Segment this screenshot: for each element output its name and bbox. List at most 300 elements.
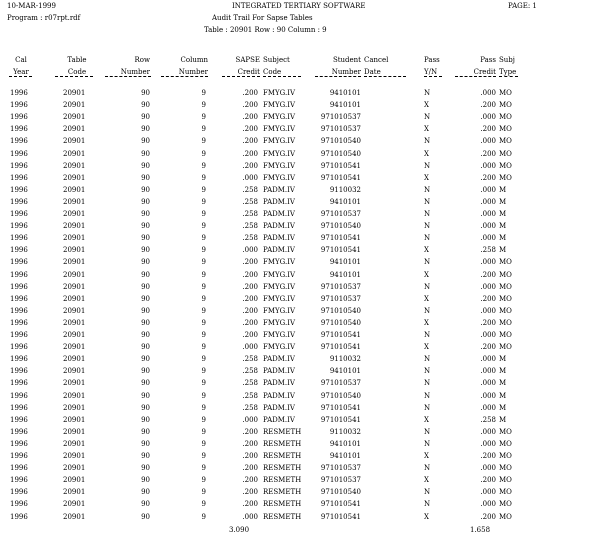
cell-row-number: 90 [141,294,150,303]
header-underline [222,76,260,77]
cell-sapse-credit: .200 [242,258,258,267]
col-subj-type-l1: Subj [499,56,515,64]
cell-subject-code: PADM.IV [263,367,295,376]
cell-cal-year: 1996 [10,210,28,218]
cell-pass-credit: .000 [480,161,496,170]
col-sapse-credit-l1: SAPSE [235,56,260,64]
cell-sapse-credit: .200 [242,149,258,158]
cell-column-number: 9 [201,403,206,412]
cell-cal-year: 1996 [10,306,28,315]
cell-cal-year: 1996 [10,89,28,97]
cell-table-code: 20901 [63,476,86,485]
cell-column-number: 9 [201,101,206,110]
cell-pass-yn: N [424,113,431,122]
cell-student-number: 971010537 [320,113,361,122]
cell-subject-code: PADM.IV [263,246,295,255]
cell-column-number: 9 [201,89,206,97]
cell-cal-year: 1996 [10,113,28,122]
cell-subject-code: FMYG.IV [263,294,296,303]
cell-sapse-credit: .200 [242,331,258,339]
cell-column-number: 9 [201,113,206,122]
table-row [0,185,600,197]
cell-sapse-credit: .200 [242,294,258,303]
table-row [0,270,600,282]
cell-subj-type: MO [499,343,512,352]
cell-table-code: 20901 [63,391,86,400]
cell-table-code: 20901 [63,137,86,146]
cell-subj-type: MO [499,113,512,122]
table-row [0,100,600,112]
header-underline [161,76,208,77]
cell-pass-yn: X [424,173,429,182]
cell-student-number: 971010540 [320,318,361,327]
cell-student-number: 971010541 [320,173,361,182]
cell-sapse-credit: .200 [242,161,258,170]
cell-student-number: 971010541 [320,403,361,412]
cell-subj-type: MO [499,294,512,303]
table-row [0,161,600,173]
cell-pass-credit: .200 [480,476,496,485]
cell-table-code: 20901 [63,452,86,460]
col-pass-yn-l2: Y/N [424,68,438,76]
cell-subject-code: PADM.IV [263,197,295,206]
cell-cal-year: 1996 [10,488,28,497]
cell-cal-year: 1996 [10,149,28,158]
cell-pass-yn: X [424,149,429,158]
cell-student-number: 9410101 [329,197,361,206]
cell-column-number: 9 [201,415,206,424]
cell-row-number: 90 [141,101,150,110]
cell-subj-type: MO [499,258,512,267]
cell-subject-code: RESMETH [263,476,302,485]
cell-column-number: 9 [201,270,206,279]
cell-row-number: 90 [141,149,150,158]
cell-column-number: 9 [201,161,206,170]
cell-cal-year: 1996 [10,197,28,206]
cell-subj-type: M [499,367,507,376]
cell-student-number: 971010540 [320,306,361,315]
cell-subj-type: M [499,222,507,231]
cell-subject-code: RESMETH [263,512,302,521]
cell-table-code: 20901 [63,185,86,194]
cell-row-number: 90 [141,89,150,97]
cell-subj-type: MO [499,89,512,97]
cell-cal-year: 1996 [10,403,28,412]
header-underline [263,76,301,77]
cell-table-code: 20901 [63,149,86,158]
cell-sapse-credit: .258 [242,234,258,243]
cell-pass-yn: N [424,427,431,436]
cell-pass-credit: .000 [480,500,496,509]
cell-student-number: 971010541 [320,415,361,424]
cell-subj-type: MO [499,149,512,158]
cell-cal-year: 1996 [10,101,28,110]
cell-subject-code: RESMETH [263,452,302,460]
cell-table-code: 20901 [63,197,86,206]
cell-row-number: 90 [141,452,150,460]
table-row [0,427,600,439]
cell-sapse-credit: .200 [242,488,258,497]
cell-student-number: 971010540 [320,149,361,158]
col-column-number-l1: Column [180,56,208,64]
cell-sapse-credit: .000 [242,512,258,521]
cell-subj-type: MO [499,331,512,339]
cell-subject-code: RESMETH [263,427,302,436]
cell-subject-code: FMYG.IV [263,331,296,339]
cell-table-code: 20901 [63,500,86,509]
cell-subj-type: MO [499,439,512,448]
cell-student-number: 971010540 [320,391,361,400]
cell-subject-code: PADM.IV [263,391,295,400]
cell-table-code: 20901 [63,161,86,170]
cell-subj-type: M [499,355,507,364]
cell-subj-type: M [499,379,507,388]
cell-student-number: 971010537 [320,476,361,485]
cell-student-number: 9410101 [329,89,361,97]
header-underline [315,76,361,77]
cell-row-number: 90 [141,367,150,376]
cell-row-number: 90 [141,197,150,206]
cell-table-code: 20901 [63,294,86,303]
cell-column-number: 9 [201,343,206,352]
cell-student-number: 971010537 [320,282,361,291]
cell-pass-yn: N [424,161,431,170]
cell-pass-yn: X [424,101,429,110]
cell-student-number: 971010537 [320,210,361,218]
col-cancel-date-l2: Date [364,68,381,76]
cell-pass-yn: X [424,343,429,352]
cell-table-code: 20901 [63,210,86,218]
cell-column-number: 9 [201,234,206,243]
cell-subj-type: MO [499,500,512,509]
cell-pass-yn: N [424,439,431,448]
cell-cal-year: 1996 [10,185,28,194]
table-row [0,499,600,511]
cell-student-number: 971010541 [320,500,361,509]
cell-table-code: 20901 [63,427,86,436]
col-student-number-l1: Student [332,56,361,64]
cell-row-number: 90 [141,318,150,327]
header-underline [9,76,32,77]
cell-column-number: 9 [201,427,206,436]
cell-row-number: 90 [141,173,150,182]
cell-pass-credit: .000 [480,210,496,218]
cell-sapse-credit: .000 [242,415,258,424]
cell-row-number: 90 [141,331,150,339]
cell-row-number: 90 [141,415,150,424]
cell-cal-year: 1996 [10,331,28,339]
cell-pass-credit: .000 [480,355,496,364]
cell-sapse-credit: .258 [242,379,258,388]
cell-student-number: 9410101 [329,270,361,279]
cell-column-number: 9 [201,452,206,460]
cell-column-number: 9 [201,476,206,485]
cell-table-code: 20901 [63,173,86,182]
header-underline [424,76,442,77]
cell-student-number: 971010541 [320,234,361,243]
cell-subject-code: FMYG.IV [263,89,296,97]
cell-sapse-credit: .200 [242,464,258,473]
cell-column-number: 9 [201,210,206,218]
cell-pass-yn: N [424,258,431,267]
cell-pass-yn: X [424,476,429,485]
cell-pass-yn: N [424,210,431,218]
cell-table-code: 20901 [63,439,86,448]
cell-pass-yn: N [424,137,431,146]
cell-table-code: 20901 [63,306,86,315]
cell-subj-type: M [499,185,507,194]
cell-column-number: 9 [201,282,206,291]
cell-column-number: 9 [201,488,206,497]
cell-subj-type: MO [499,452,512,460]
cell-cal-year: 1996 [10,125,28,134]
cell-cal-year: 1996 [10,439,28,448]
cell-student-number: 971010537 [320,464,361,473]
cell-subj-type: M [499,246,507,255]
cell-student-number: 971010540 [320,222,361,231]
cell-cal-year: 1996 [10,294,28,303]
cell-table-code: 20901 [63,488,86,497]
table-row [0,475,600,487]
cell-student-number: 971010537 [320,125,361,134]
cell-sapse-credit: .200 [242,101,258,110]
cell-cal-year: 1996 [10,476,28,485]
cell-pass-yn: X [424,246,429,255]
cell-column-number: 9 [201,512,206,521]
cell-row-number: 90 [141,476,150,485]
cell-column-number: 9 [201,294,206,303]
cell-pass-credit: .000 [480,391,496,400]
cell-pass-credit: .000 [480,258,496,267]
cell-subject-code: FMYG.IV [263,101,296,110]
cell-student-number: 9110032 [329,185,361,194]
cell-row-number: 90 [141,185,150,194]
cell-cal-year: 1996 [10,246,28,255]
cell-subj-type: MO [499,161,512,170]
col-column-number-l2: Number [178,68,208,76]
cell-sapse-credit: .258 [242,403,258,412]
table-row [0,173,600,185]
cell-sapse-credit: .000 [242,173,258,182]
cell-cal-year: 1996 [10,137,28,146]
cell-pass-yn: N [424,185,431,194]
cell-pass-credit: .000 [480,222,496,231]
cell-row-number: 90 [141,113,150,122]
cell-pass-credit: .000 [480,185,496,194]
cell-student-number: 971010541 [320,246,361,255]
cell-pass-credit: .200 [480,173,496,182]
cell-sapse-credit: .200 [242,439,258,448]
cell-subject-code: FMYG.IV [263,173,296,182]
cell-column-number: 9 [201,439,206,448]
cell-pass-credit: .200 [480,452,496,460]
cell-pass-credit: .000 [480,464,496,473]
cell-table-code: 20901 [63,367,86,376]
cell-cal-year: 1996 [10,500,28,509]
cell-pass-yn: N [424,89,431,97]
col-row-number-l2: Number [120,68,150,76]
table-row [0,318,600,330]
table-row [0,88,600,100]
col-subject-code-l2: Code [263,68,282,76]
cell-table-code: 20901 [63,222,86,231]
cell-subject-code: FMYG.IV [263,149,296,158]
table-row [0,245,600,257]
col-subj-type-l2: Type [499,68,517,76]
cell-subj-type: MO [499,427,512,436]
cell-sapse-credit: .258 [242,210,258,218]
cell-row-number: 90 [141,270,150,279]
cell-column-number: 9 [201,137,206,146]
cell-column-number: 9 [201,149,206,158]
cell-subject-code: FMYG.IV [263,306,296,315]
table-row [0,282,600,294]
report-title: Audit Trail For Sapse Tables [212,14,313,22]
cell-table-code: 20901 [63,512,86,521]
cell-student-number: 9110032 [329,355,361,364]
cell-pass-yn: N [424,222,431,231]
cell-table-code: 20901 [63,270,86,279]
cell-pass-yn: N [424,197,431,206]
cell-row-number: 90 [141,234,150,243]
cell-cal-year: 1996 [10,464,28,473]
cell-cal-year: 1996 [10,282,28,291]
cell-sapse-credit: .200 [242,500,258,509]
cell-table-code: 20901 [63,101,86,110]
cell-column-number: 9 [201,222,206,231]
table-row [0,415,600,427]
cell-student-number: 971010541 [320,161,361,170]
table-row [0,439,600,451]
cell-student-number: 9410101 [329,101,361,110]
cell-sapse-credit: .258 [242,367,258,376]
cell-subject-code: PADM.IV [263,234,295,243]
cell-student-number: 971010540 [320,137,361,146]
cell-cal-year: 1996 [10,258,28,267]
cell-pass-credit: .000 [480,331,496,339]
cell-pass-credit: .000 [480,306,496,315]
cell-pass-yn: N [424,464,431,473]
cell-cal-year: 1996 [10,318,28,327]
cell-student-number: 971010541 [320,512,361,521]
col-table-code-l2: Code [67,68,87,76]
cell-row-number: 90 [141,355,150,364]
cell-cal-year: 1996 [10,234,28,243]
col-cal-year-l1: Cal [15,56,27,64]
cell-pass-credit: .000 [480,488,496,497]
cell-subj-type: M [499,391,507,400]
cell-subject-code: PADM.IV [263,355,295,364]
col-student-number-l2: Number [331,68,361,76]
cell-cal-year: 1996 [10,415,28,424]
table-row [0,487,600,499]
cell-pass-yn: N [424,282,431,291]
cell-cal-year: 1996 [10,512,28,521]
col-table-code-l1: Table [67,56,87,64]
cell-table-code: 20901 [63,234,86,243]
cell-cal-year: 1996 [10,367,28,376]
cell-pass-yn: N [424,391,431,400]
cell-sapse-credit: .000 [242,246,258,255]
cell-row-number: 90 [141,343,150,352]
cell-sapse-credit: .200 [242,282,258,291]
cell-pass-credit: .200 [480,343,496,352]
cell-sapse-credit: .200 [242,306,258,315]
cell-pass-credit: .258 [480,246,496,255]
cell-subject-code: FMYG.IV [263,318,296,327]
cell-pass-yn: X [424,452,429,460]
cell-column-number: 9 [201,185,206,194]
cell-table-code: 20901 [63,464,86,473]
cell-pass-credit: .000 [480,379,496,388]
cell-row-number: 90 [141,306,150,315]
cell-student-number: 9410101 [329,452,361,460]
cell-pass-yn: N [424,379,431,388]
cell-pass-yn: N [424,488,431,497]
table-row [0,463,600,475]
table-row [0,149,600,161]
cell-pass-credit: .200 [480,149,496,158]
cell-sapse-credit: .258 [242,185,258,194]
cell-subj-type: M [499,210,507,218]
cell-row-number: 90 [141,282,150,291]
col-pass-credit-l1: Pass [480,56,496,64]
report-subtitle: Table : 20901 Row : 90 Column : 9 [204,26,327,34]
cell-subject-code: FMYG.IV [263,343,296,352]
cell-pass-credit: .258 [480,415,496,424]
cell-table-code: 20901 [63,331,86,339]
cell-subj-type: MO [499,173,512,182]
cell-pass-yn: N [424,403,431,412]
cell-pass-credit: .000 [480,367,496,376]
cell-subject-code: PADM.IV [263,222,295,231]
cell-row-number: 90 [141,439,150,448]
cell-sapse-credit: .258 [242,222,258,231]
cell-cal-year: 1996 [10,222,28,231]
table-row [0,257,600,269]
table-row [0,391,600,403]
cell-pass-yn: N [424,234,431,243]
cell-column-number: 9 [201,355,206,364]
cell-subject-code: PADM.IV [263,379,295,388]
header-underline [105,76,151,77]
cell-row-number: 90 [141,161,150,170]
table-row [0,366,600,378]
cell-pass-yn: N [424,367,431,376]
total-sapse-credit: 3.090 [229,526,250,534]
page-number: PAGE: 1 [508,2,537,10]
cell-row-number: 90 [141,500,150,509]
company-name: INTEGRATED TERTIARY SOFTWARE [232,2,366,10]
cell-subject-code: FMYG.IV [263,125,296,134]
cell-pass-credit: .000 [480,113,496,122]
cell-sapse-credit: .200 [242,125,258,134]
cell-student-number: 9410101 [329,367,361,376]
cell-column-number: 9 [201,197,206,206]
cell-column-number: 9 [201,331,206,339]
cell-table-code: 20901 [63,125,86,134]
cell-table-code: 20901 [63,318,86,327]
table-row [0,330,600,342]
cell-column-number: 9 [201,391,206,400]
cell-subject-code: FMYG.IV [263,137,296,146]
cell-row-number: 90 [141,210,150,218]
table-row [0,403,600,415]
cell-cal-year: 1996 [10,427,28,436]
cell-pass-credit: .000 [480,427,496,436]
cell-table-code: 20901 [63,379,86,388]
cell-sapse-credit: .258 [242,391,258,400]
